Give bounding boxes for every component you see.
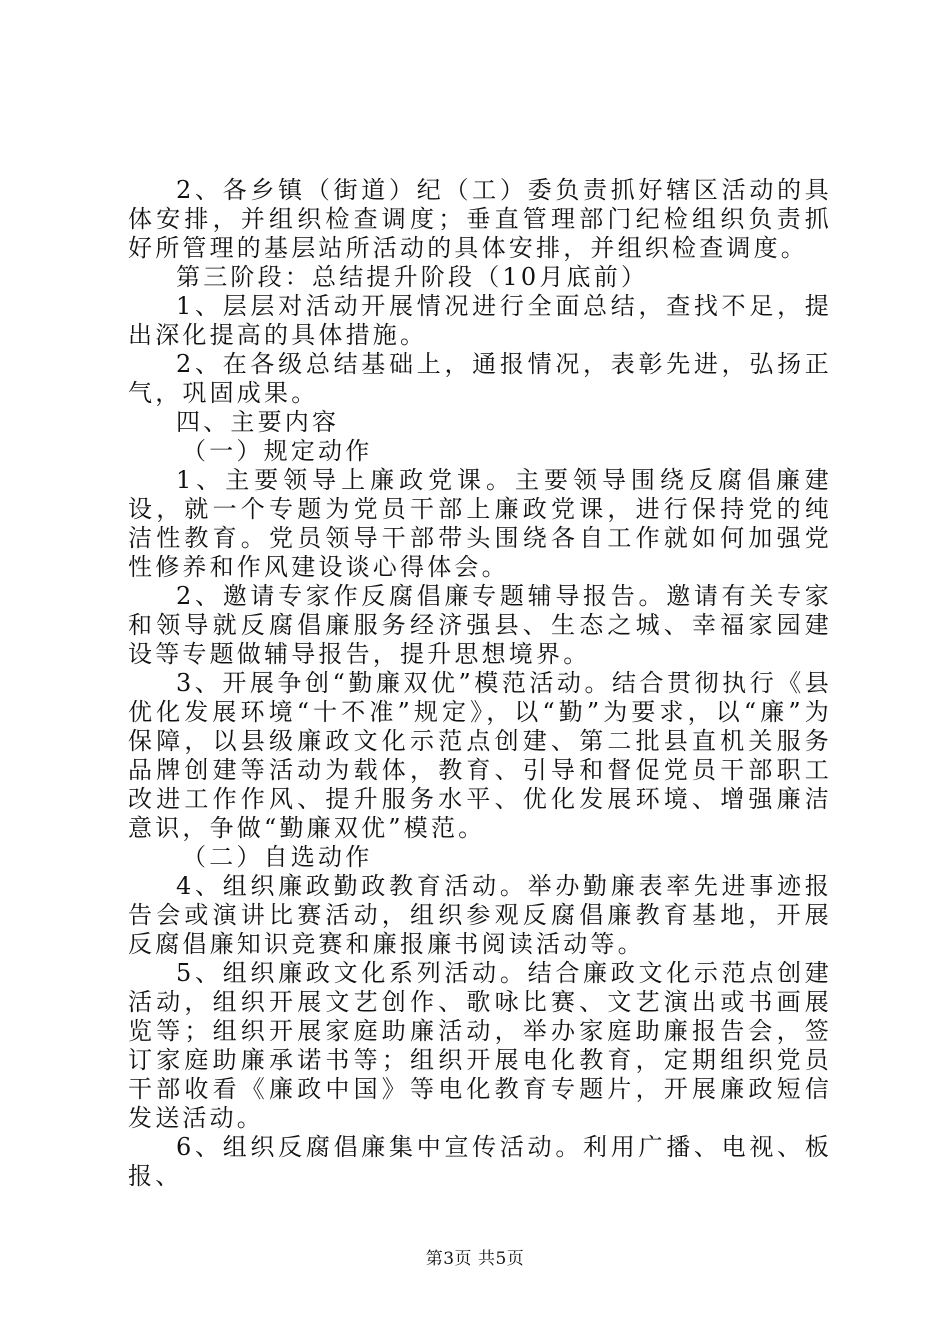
paragraph-item-5: 5、组织廉政文化系列活动。结合廉政文化示范点创建活动，组织开展文艺创作、歌咏比赛、文艺演出或书画展览等；组织开展家庭助廉活动，举办家庭助廉报告会，签订家庭助廉承诺书等；组织开展电化教育，定期组织党员干部收看《廉政中国》等电化教育专题片，开展廉政短信发送活动。 bbox=[128, 959, 832, 1132]
paragraph-item-4: 4、组织廉政勤政教育活动。举办勤廉表率先进事迹报告会或演讲比赛活动，组织参观反腐倡廉教育基地，开展反腐倡廉知识竞赛和廉报廉书阅读活动等。 bbox=[128, 872, 832, 958]
paragraph-summary-step-1: 1、层层对活动开展情况进行全面总结，查找不足，提出深化提高的具体措施。 bbox=[128, 292, 832, 349]
paragraph-stage-three-heading: 第三阶段：总结提升阶段（10月底前） bbox=[176, 263, 649, 291]
subsection-heading-optional-actions: （二）自选动作 bbox=[182, 843, 373, 871]
section-heading-main-content: 四、主要内容 bbox=[176, 408, 340, 436]
paragraph-item-6: 6、组织反腐倡廉集中宣传活动。利用广播、电视、板报、 bbox=[128, 1133, 832, 1190]
subsection-heading-required-actions: （一）规定动作 bbox=[182, 437, 373, 465]
paragraph-summary-step-2: 2、在各级总结基础上，通报情况，表彰先进，弘扬正气，巩固成果。 bbox=[128, 350, 832, 407]
paragraph-item-3: 3、开展争创“勤廉双优”模范活动。结合贯彻执行《县优化发展环境“十不准”规定》，以“勤”为要求，以“廉”为保障，以县级廉政文化示范点创建、第二批县直机关服务品牌创建等活动为载体，教育、引导和督促党员干部职工改进工作作风、提升服务水平、优化发展环境、增强廉洁意识，争做“勤廉双优”模范。 bbox=[128, 669, 832, 842]
paragraph-responsibility-townships: 2、各乡镇（街道）纪（工）委负责抓好辖区活动的具体安排，并组织检查调度；垂直管理部门纪检组织负责抓好所管理的基层站所活动的具体安排，并组织检查调度。 bbox=[128, 176, 832, 262]
paragraph-item-1: 1、主要领导上廉政党课。主要领导围绕反腐倡廉建设，就一个专题为党员干部上廉政党课，进行保持党的纯洁性教育。党员领导干部带头围绕各自工作就如何加强党性修养和作风建设谈心得体会。 bbox=[128, 466, 832, 581]
paragraph-item-2: 2、邀请专家作反腐倡廉专题辅导报告。邀请有关专家和领导就反腐倡廉服务经济强县、生态之城、幸福家园建设等专题做辅导报告，提升思想境界。 bbox=[128, 582, 832, 668]
document-body bbox=[128, 176, 832, 1191]
page-number-footer: 第3页 共5页 bbox=[425, 1249, 525, 1269]
